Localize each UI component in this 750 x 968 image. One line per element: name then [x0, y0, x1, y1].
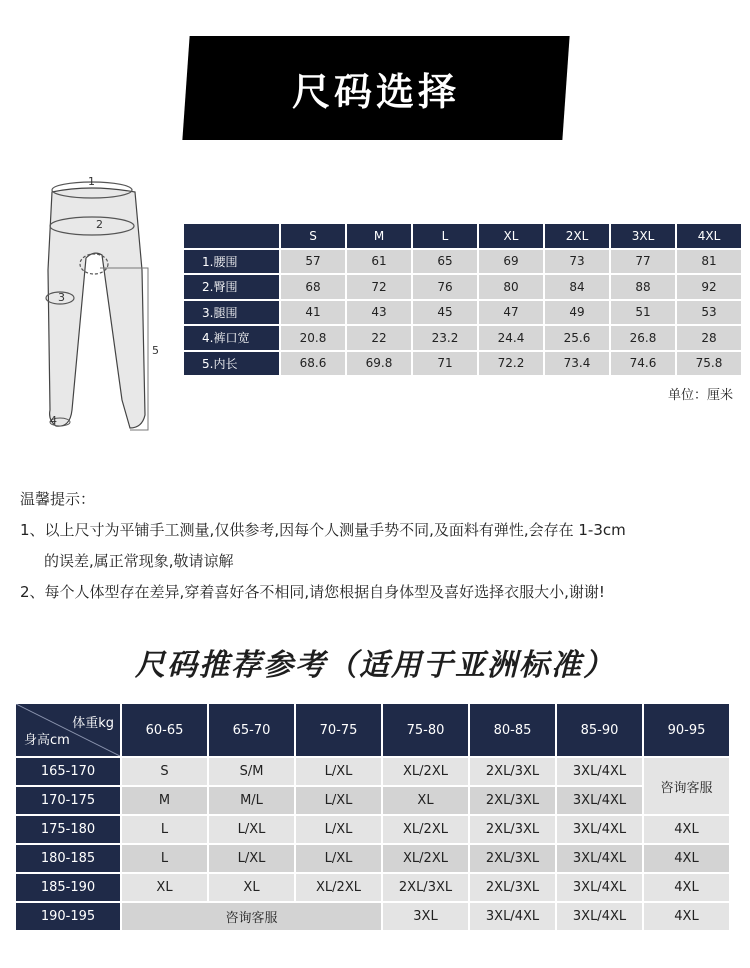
size-header: 2XL [545, 224, 609, 248]
table-cell: 28 [677, 326, 741, 350]
table-row [16, 874, 729, 901]
table-cell: 2XL/3XL [470, 845, 555, 872]
table-cell: 2XL/3XL [470, 787, 555, 814]
table-cell: XL/2XL [296, 874, 381, 901]
weight-header: 70-75 [296, 704, 381, 756]
table-cell: S [122, 758, 207, 785]
table-cell: 47 [479, 301, 543, 325]
table-cell: 2XL/3XL [470, 874, 555, 901]
table-cell: 71 [413, 352, 477, 376]
table-cell: 3XL/4XL [557, 874, 642, 901]
table-cell: L/XL [296, 845, 381, 872]
table-cell: 2XL/3XL [383, 874, 468, 901]
table-cell: 76 [413, 275, 477, 299]
table-cell: L/XL [296, 816, 381, 843]
table-cell: 69 [479, 250, 543, 274]
table-cell: S/M [209, 758, 294, 785]
table-cell: 43 [347, 301, 411, 325]
tip-1-line-1: 1、以上尺寸为平铺手工测量,仅供参考,因每个人测量手势不同,及面料有弹性,会存在 1-3cm [20, 521, 626, 539]
height-cell: 175-180 [16, 816, 120, 843]
table-cell: 61 [347, 250, 411, 274]
table-cell: XL [383, 787, 468, 814]
size-header: S [281, 224, 345, 248]
table-cell: 3XL/4XL [557, 787, 642, 814]
table-cell: 74.6 [611, 352, 675, 376]
table-cell: 4XL [644, 874, 729, 901]
table-row [16, 787, 729, 814]
table-row [184, 275, 741, 299]
table-cell: L [122, 816, 207, 843]
table-cell: 22 [347, 326, 411, 350]
table-cell: 3XL/4XL [557, 816, 642, 843]
table-cell: 73 [545, 250, 609, 274]
figure-label-4: 4 [50, 414, 57, 427]
table-row [184, 301, 741, 325]
table-cell: 65 [413, 250, 477, 274]
weight-header: 60-65 [122, 704, 207, 756]
height-cell: 170-175 [16, 787, 120, 814]
table-cell: L/XL [296, 787, 381, 814]
table-cell: 72 [347, 275, 411, 299]
recommend-title: 尺码推荐参考（适用于亚洲标准） [135, 648, 615, 683]
height-cell: 185-190 [16, 874, 120, 901]
table-row [184, 326, 741, 350]
size-table-corner [184, 224, 279, 248]
height-cell: 190-195 [16, 903, 120, 930]
table-cell: 2XL/3XL [470, 758, 555, 785]
table-cell: 2XL/3XL [470, 816, 555, 843]
weight-header: 80-85 [470, 704, 555, 756]
corner-header [16, 704, 120, 756]
table-row [16, 903, 729, 930]
trousers-diagram [30, 170, 175, 435]
page-title: 尺码选择 [291, 69, 460, 114]
recommend-header-row [16, 704, 729, 756]
table-row [16, 758, 729, 785]
table-cell: 77 [611, 250, 675, 274]
weight-header: 75-80 [383, 704, 468, 756]
table-row [184, 352, 741, 376]
table-cell: 45 [413, 301, 477, 325]
table-cell: XL [209, 874, 294, 901]
row-label: 2.臀围 [184, 275, 279, 299]
size-header: XL [479, 224, 543, 248]
consult-cell: 咨询客服 [644, 758, 729, 814]
table-cell: 49 [545, 301, 609, 325]
recommend-table [14, 702, 731, 932]
height-label: 身高cm [24, 733, 70, 748]
weight-label: 体重kg [72, 716, 114, 731]
table-cell: 80 [479, 275, 543, 299]
weight-header: 85-90 [557, 704, 642, 756]
table-cell: 4XL [644, 903, 729, 930]
tip-1-line-2: 的误差,属正常现象,敬请谅解 [44, 552, 234, 570]
unit-label: 单位：厘米 [668, 388, 734, 403]
tips-section [20, 484, 740, 608]
table-cell: 53 [677, 301, 741, 325]
table-cell: 81 [677, 250, 741, 274]
weight-header: 90-95 [644, 704, 729, 756]
table-cell: 84 [545, 275, 609, 299]
table-cell: 57 [281, 250, 345, 274]
table-cell: 68.6 [281, 352, 345, 376]
tips-heading: 温馨提示： [20, 490, 96, 508]
table-cell: 92 [677, 275, 741, 299]
table-cell: 75.8 [677, 352, 741, 376]
table-cell: 88 [611, 275, 675, 299]
table-cell: 41 [281, 301, 345, 325]
table-cell: 3XL/4XL [470, 903, 555, 930]
table-cell: XL/2XL [383, 758, 468, 785]
height-cell: 165-170 [16, 758, 120, 785]
size-header: M [347, 224, 411, 248]
table-cell: L [122, 845, 207, 872]
table-row [16, 845, 729, 872]
table-cell: L/XL [209, 816, 294, 843]
table-cell: 68 [281, 275, 345, 299]
table-cell: M [122, 787, 207, 814]
table-cell: L/XL [296, 758, 381, 785]
table-cell: M/L [209, 787, 294, 814]
table-cell: 69.8 [347, 352, 411, 376]
row-label: 5.内长 [184, 352, 279, 376]
figure-label-3: 3 [58, 291, 65, 304]
row-label: 3.腿围 [184, 301, 279, 325]
table-cell: 51 [611, 301, 675, 325]
size-header: 3XL [611, 224, 675, 248]
tip-2: 2、每个人体型存在差异,穿着喜好各不相同,请您根据自身体型及喜好选择衣服大小,谢谢! [20, 583, 605, 601]
row-label: 1.腰围 [184, 250, 279, 274]
table-cell: L/XL [209, 845, 294, 872]
table-cell: 20.8 [281, 326, 345, 350]
figure-label-5: 5 [152, 344, 159, 357]
consult-cell: 咨询客服 [122, 903, 381, 930]
height-cell: 180-185 [16, 845, 120, 872]
table-cell: 25.6 [545, 326, 609, 350]
table-cell: 3XL/4XL [557, 758, 642, 785]
table-row [184, 250, 741, 274]
table-cell: XL/2XL [383, 816, 468, 843]
table-cell: XL/2XL [383, 845, 468, 872]
table-cell: XL [122, 874, 207, 901]
table-cell: 3XL [383, 903, 468, 930]
size-table [182, 222, 743, 377]
table-cell: 3XL/4XL [557, 845, 642, 872]
table-cell: 3XL/4XL [557, 903, 642, 930]
row-label: 4.裤口宽 [184, 326, 279, 350]
table-row [16, 816, 729, 843]
weight-header: 65-70 [209, 704, 294, 756]
size-header: 4XL [677, 224, 741, 248]
figure-label-2: 2 [96, 218, 103, 231]
table-cell: 72.2 [479, 352, 543, 376]
table-cell: 24.4 [479, 326, 543, 350]
table-cell: 23.2 [413, 326, 477, 350]
size-header: L [413, 224, 477, 248]
table-cell: 4XL [644, 816, 729, 843]
table-cell: 4XL [644, 845, 729, 872]
table-cell: 26.8 [611, 326, 675, 350]
table-cell: 73.4 [545, 352, 609, 376]
figure-label-1: 1 [88, 175, 95, 188]
size-table-header [184, 224, 741, 248]
